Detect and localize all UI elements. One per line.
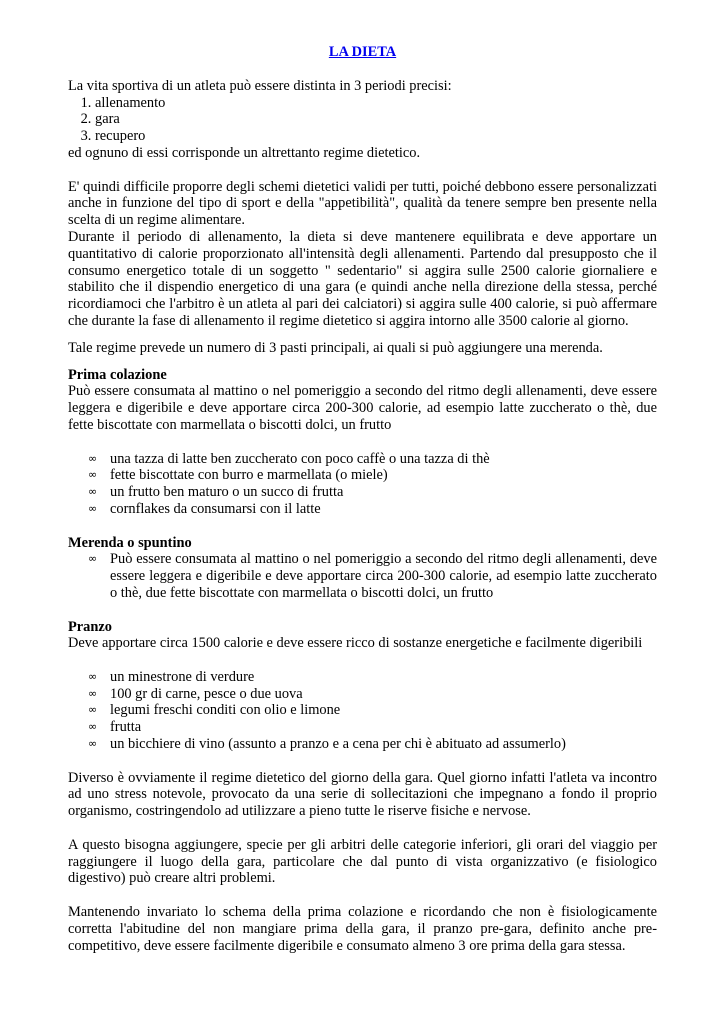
paragraph: A questo bisogna aggiungere, specie per gli arbitri delle categorie inferiori, gli orari del viaggio per raggiungere il luogo della gara, particolare che dal punto di vista organizzativo (e fisiologico digestivo) può creare altri problemi. <box>68 836 657 887</box>
paragraph: E' quindi difficile proporre degli schemi dietetici validi per tutti, poiché debbono essere personalizzati anche in funzione del tipo di sport e della "appetibilità", qualità da tenere sempre ben presente nella scelta di un regime alimentare. <box>68 178 657 229</box>
paragraph: Durante il periodo di allenamento, la dieta si deve mantenere equilibrata e deve apportare un quantitativo di calorie proporzionato all'intensità degli allenamenti. Partendo dal presupposto che il consumo energetico totale di un soggetto " sedentario" si aggira sulle 2500 calorie giornaliere e stabilito che il dispendio energetico di una gara (e quindi anche nella direzione della stessa, perché ricordiamoci che l'arbitro è un atleta al pari dei calciatori) si aggira sulle 400 calorie, si può affermare che durante la fase di allenamento il regime dietetico si aggira intorno alle 3500 calorie al giorno. <box>68 228 657 329</box>
infinity-bullet-icon: ∞ <box>88 686 98 700</box>
period-item: 2. gara <box>95 111 657 128</box>
list-item: ∞ un frutto ben maturo o un succo di frutta <box>88 484 344 501</box>
list-item: ∞ un minestrone di verdure <box>88 668 255 685</box>
paragraph: Tale regime prevede un numero di 3 pasti principali, ai quali si può aggiungere una merenda. <box>68 339 603 356</box>
list-item: ∞ legumi freschi conditi con olio e limone <box>88 702 341 719</box>
infinity-bullet-icon: ∞ <box>88 720 98 734</box>
paragraph: Mantenendo invariato lo schema della prima colazione e ricordando che non è fisiologicamente corretta l'abitudine del non mangiare prima della gara, il pranzo pre-gara, definito anche pre-competitivo, deve essere facilmente digeribile e consumato almeno 3 ore prima della gara stessa. <box>68 904 657 954</box>
document-title <box>68 44 657 61</box>
infinity-bullet-icon: ∞ <box>88 552 98 566</box>
period-item: 1. allenamento <box>95 95 657 112</box>
list-item: ∞ un bicchiere di vino (assunto a pranzo e a cena per chi è abituato ad assumerlo) <box>88 736 566 753</box>
list-item: ∞ 100 gr di carne, pesce o due uova <box>88 685 303 702</box>
infinity-bullet-icon: ∞ <box>88 501 98 515</box>
section-heading-pranzo: Pranzo <box>68 618 112 635</box>
section-heading-colazione: Prima colazione <box>68 366 167 383</box>
infinity-bullet-icon: ∞ <box>88 485 98 499</box>
list-item: ∞ frutta <box>88 719 142 736</box>
intro-closing: ed ognuno di essi corrisponde un altrettanto regime dietetico. <box>68 144 421 161</box>
list-item: ∞ una tazza di latte ben zuccherato con poco caffè o una tazza di thè <box>88 450 490 467</box>
list-item: ∞ Può essere consumata al mattino o nel pomeriggio a secondo del ritmo degli allenamenti, deve essere leggera e digeribile e deve apportare circa 200-300 calorie, ad esempio latte zuccherato o thè, due fette biscottate con marmellata o biscotti dolci, un frutto <box>88 551 657 601</box>
colazione-list <box>68 451 657 518</box>
list-item: ∞ fette biscottate con burro e marmellata (o miele) <box>88 467 388 484</box>
period-item: 3. recupero <box>95 128 657 145</box>
pranzo-list <box>68 669 657 753</box>
merenda-list <box>68 551 657 601</box>
infinity-bullet-icon: ∞ <box>88 669 98 683</box>
infinity-bullet-icon: ∞ <box>88 451 98 465</box>
section-heading-merenda: Merenda o spuntino <box>68 534 192 551</box>
list-item: ∞ cornflakes da consumarsi con il latte <box>88 500 321 517</box>
infinity-bullet-icon: ∞ <box>88 703 98 717</box>
paragraph: Diverso è ovviamente il regime dietetico del giorno della gara. Quel giorno infatti l'atleta va incontro ad uno stress notevole, provocato da una serie di sollecitazioni che impegnano a fondo il proprio organismo, costringendolo ad utilizzare a pieno tutte le riserve fisiche e nervose. <box>68 769 657 820</box>
intro-text: La vita sportiva di un atleta può essere distinta in 3 periodi precisi: <box>68 77 452 94</box>
section-text: Deve apportare circa 1500 calorie e deve essere ricco di sostanze energetiche e facilmente digeribili <box>68 635 643 652</box>
periods-list <box>68 95 657 145</box>
infinity-bullet-icon: ∞ <box>88 737 98 751</box>
infinity-bullet-icon: ∞ <box>88 468 98 482</box>
title-link[interactable]: LA DIETA <box>328 44 397 60</box>
section-text: Può essere consumata al mattino o nel pomeriggio a secondo del ritmo degli allenamenti, deve essere leggera e digeribile e deve apportare circa 200-300 calorie, ad esempio latte zuccherato o thè, due fette biscottate con marmellata o biscotti dolci, un frutto <box>68 383 657 433</box>
